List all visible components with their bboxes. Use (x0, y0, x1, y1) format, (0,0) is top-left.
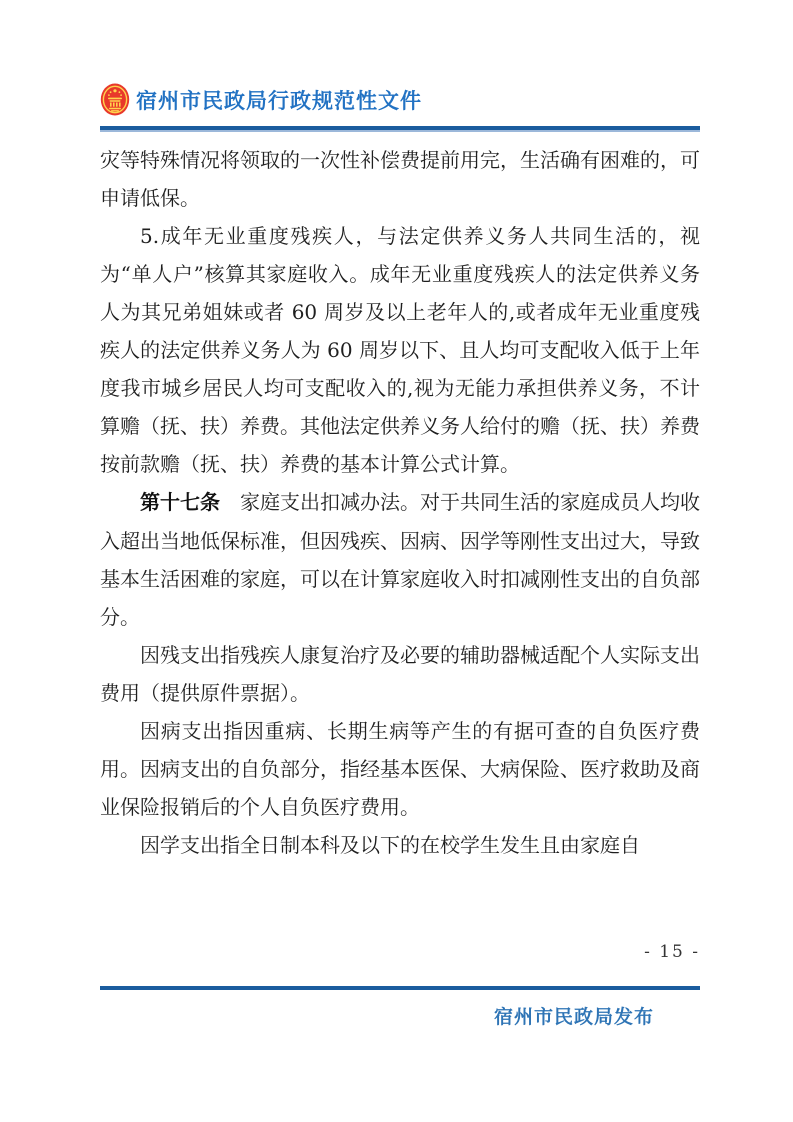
article-17-text: 家庭支出扣减办法。对于共同生活的家庭成员人均收入超出当地低保标准，但因残疾、因病、因学等刚性支出过大，导致基本生活困难的家庭，可以在计算家庭收入时扣减刚性支出的自负部分。 (100, 490, 700, 629)
publisher-label: 宿州市民政局发布 (493, 1007, 654, 1028)
paragraph-item-5: 5.成年无业重度残疾人，与法定供养义务人共同生活的，视为“单人户”核算其家庭收入。成年无业重度残疾人的法定供养义务人为其兄弟姐妹或者 60 周岁及以上老年人的,或者成年无业重度残疾人的法定供养义务人为 60 周岁以下、且人均可支配收入低于上年度我市城乡居民人均可支配收入的,视为无能力承担供养义务，不计算赡（抚、扶）养费。其他法定供养义务人给付的赡（抚、扶）养费按前款赡（抚、扶）养费的基本计算公式计算。 (100, 224, 700, 476)
document-header-title: 宿州市民政局行政规范性文件 (136, 90, 422, 113)
document-header (100, 83, 700, 117)
paragraph-disability-expense: 因残支出指残疾人康复治疗及必要的辅助器械适配个人实际支出费用（提供原件票据）。 (100, 643, 700, 705)
china-national-emblem-icon (100, 83, 130, 117)
article-17-term: 第十七条 (140, 492, 220, 514)
page-number: - 15 - (644, 942, 700, 962)
paragraph-continuation: 灾等特殊情况将领取的一次性补偿费提前用完，生活确有困难的，可申请低保。 (100, 148, 700, 210)
paragraph-article-17 (100, 483, 700, 636)
header-divider (100, 126, 700, 132)
document-body (100, 141, 700, 864)
footer-divider (100, 986, 700, 990)
paragraph-medical-expense: 因病支出指因重病、长期生病等产生的有据可查的自负医疗费用。因病支出的自负部分，指经基本医保、大病保险、医疗救助及商业保险报销后的个人自负医疗费用。 (100, 719, 700, 819)
paragraph-education-expense: 因学支出指全日制本科及以下的在校学生发生且由家庭自 (140, 833, 640, 857)
